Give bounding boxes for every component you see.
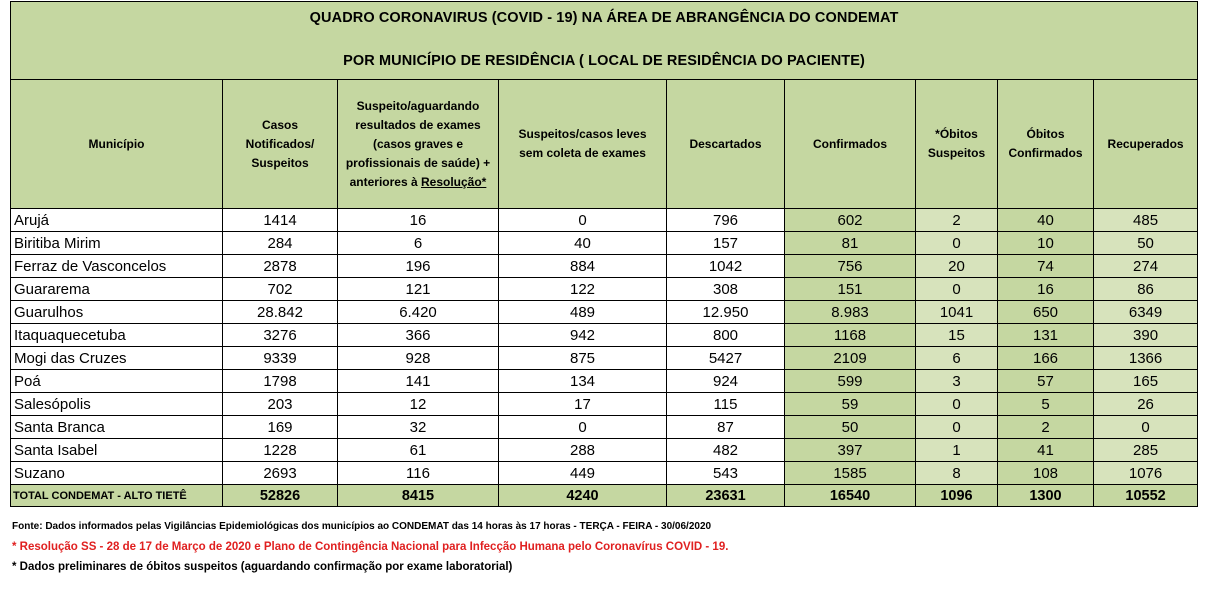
total-label: TOTAL CONDEMAT - ALTO TIETÊ	[11, 485, 223, 507]
value-cell: 50	[785, 416, 916, 439]
header-obitos-suspeitos	[916, 80, 998, 209]
header-suspeito-line: Suspeito/aguardando	[356, 98, 480, 113]
covid-table	[10, 1, 1198, 507]
value-cell: 6	[338, 232, 499, 255]
table-row	[11, 393, 1198, 416]
value-cell: 390	[1094, 324, 1198, 347]
value-cell: 10	[998, 232, 1094, 255]
value-cell: 928	[338, 347, 499, 370]
value-cell: 1228	[223, 439, 338, 462]
value-cell: 86	[1094, 278, 1198, 301]
value-cell: 169	[223, 416, 338, 439]
table-row	[11, 255, 1198, 278]
value-cell: 599	[785, 370, 916, 393]
total-cell: 1300	[998, 485, 1094, 507]
total-cell: 1096	[916, 485, 998, 507]
footnotes	[12, 517, 728, 577]
covid-table-sheet	[10, 1, 1197, 507]
value-cell: 482	[667, 439, 785, 462]
total-cell: 8415	[338, 485, 499, 507]
value-cell: 1798	[223, 370, 338, 393]
municipio-cell: Santa Isabel	[11, 439, 223, 462]
value-cell: 131	[998, 324, 1094, 347]
value-cell: 203	[223, 393, 338, 416]
value-cell: 196	[338, 255, 499, 278]
value-cell: 17	[499, 393, 667, 416]
municipio-cell: Biritiba Mirim	[11, 232, 223, 255]
header-suspeito-line: (casos graves e	[372, 136, 464, 151]
value-cell: 2693	[223, 462, 338, 485]
value-cell: 0	[916, 278, 998, 301]
value-cell: 3	[916, 370, 998, 393]
value-cell: 28.842	[223, 301, 338, 324]
header-descartados: Descartados	[667, 80, 785, 209]
value-cell: 397	[785, 439, 916, 462]
value-cell: 449	[499, 462, 667, 485]
municipio-cell: Poá	[11, 370, 223, 393]
value-cell: 602	[785, 209, 916, 232]
value-cell: 151	[785, 278, 916, 301]
table-row	[11, 462, 1198, 485]
value-cell: 1585	[785, 462, 916, 485]
municipio-cell: Guararema	[11, 278, 223, 301]
value-cell: 1076	[1094, 462, 1198, 485]
value-cell: 108	[998, 462, 1094, 485]
municipio-cell: Guarulhos	[11, 301, 223, 324]
total-cell: 4240	[499, 485, 667, 507]
header-suspeito-text: anteriores à	[349, 174, 421, 189]
header-leves-line: Suspeitos/casos leves	[518, 127, 647, 141]
table-row	[11, 209, 1198, 232]
value-cell: 0	[916, 416, 998, 439]
value-cell: 366	[338, 324, 499, 347]
value-cell: 20	[916, 255, 998, 278]
value-cell: 285	[1094, 439, 1198, 462]
value-cell: 61	[338, 439, 499, 462]
value-cell: 284	[223, 232, 338, 255]
table-row	[11, 278, 1198, 301]
value-cell: 16	[338, 209, 499, 232]
value-cell: 12.950	[667, 301, 785, 324]
table-row	[11, 439, 1198, 462]
value-cell: 134	[499, 370, 667, 393]
table-row	[11, 347, 1198, 370]
value-cell: 157	[667, 232, 785, 255]
value-cell: 0	[499, 416, 667, 439]
value-cell: 40	[998, 209, 1094, 232]
table-row	[11, 301, 1198, 324]
value-cell: 115	[667, 393, 785, 416]
value-cell: 6.420	[338, 301, 499, 324]
note-fonte: Fonte: Dados informados pelas Vigilâncias Epidemiológicas dos municípios ao CONDEMAT das 14 horas às 17 horas - TERÇA - FEIRA - 30/06/2020	[12, 521, 712, 532]
title-line-1: QUADRO CORONAVIRUS (COVID - 19) NA ÁREA DE ABRANGÊNCIA DO CONDEMAT	[309, 10, 899, 26]
value-cell: 165	[1094, 370, 1198, 393]
total-cell: 23631	[667, 485, 785, 507]
title-row	[11, 2, 1198, 80]
value-cell: 0	[499, 209, 667, 232]
value-cell: 32	[338, 416, 499, 439]
header-municipio: Município	[11, 80, 223, 209]
value-cell: 87	[667, 416, 785, 439]
value-cell: 485	[1094, 209, 1198, 232]
value-cell: 81	[785, 232, 916, 255]
table-title	[11, 2, 1198, 80]
header-suspeito-line	[338, 173, 498, 192]
table-row	[11, 232, 1198, 255]
value-cell: 0	[1094, 416, 1198, 439]
value-cell: 74	[998, 255, 1094, 278]
value-cell: 16	[998, 278, 1094, 301]
value-cell: 57	[998, 370, 1094, 393]
value-cell: 166	[998, 347, 1094, 370]
header-obitos-confirmados-line: Óbitos	[1026, 127, 1065, 141]
value-cell: 116	[338, 462, 499, 485]
value-cell: 288	[499, 439, 667, 462]
value-cell: 6	[916, 347, 998, 370]
municipio-cell: Suzano	[11, 462, 223, 485]
header-leves-line: sem coleta de exames	[519, 146, 646, 160]
header-obitos-confirmados-line: Confirmados	[1008, 146, 1083, 160]
value-cell: 121	[338, 278, 499, 301]
table-row	[11, 370, 1198, 393]
value-cell: 756	[785, 255, 916, 278]
header-suspeito-line: resultados de exames	[355, 117, 481, 132]
table-body	[11, 209, 1198, 485]
municipio-cell: Arujá	[11, 209, 223, 232]
municipio-cell: Itaquaquecetuba	[11, 324, 223, 347]
value-cell: 489	[499, 301, 667, 324]
value-cell: 141	[338, 370, 499, 393]
value-cell: 6349	[1094, 301, 1198, 324]
municipio-cell: Santa Branca	[11, 416, 223, 439]
value-cell: 8	[916, 462, 998, 485]
title-line-2: POR MUNICÍPIO DE RESIDÊNCIA ( LOCAL DE RESIDÊNCIA DO PACIENTE)	[343, 53, 865, 69]
value-cell: 1366	[1094, 347, 1198, 370]
header-obitos-suspeitos-line: *Óbitos	[935, 127, 978, 141]
value-cell: 9339	[223, 347, 338, 370]
header-casos-line: Suspeitos	[251, 155, 309, 170]
header-suspeito-aguardando	[338, 80, 499, 209]
header-obitos-suspeitos-line: Suspeitos	[927, 146, 986, 160]
header-suspeitos-leves	[499, 80, 667, 209]
header-casos-notificados	[223, 80, 338, 209]
value-cell: 0	[916, 232, 998, 255]
value-cell: 26	[1094, 393, 1198, 416]
value-cell: 796	[667, 209, 785, 232]
note-resolucao: * Resolução SS - 28 de 17 de Março de 2020 e Plano de Contingência Nacional para Infecção Humana pelo Coronavírus COVID - 19.	[12, 541, 729, 553]
value-cell: 875	[499, 347, 667, 370]
value-cell: 3276	[223, 324, 338, 347]
value-cell: 15	[916, 324, 998, 347]
value-cell: 274	[1094, 255, 1198, 278]
value-cell: 650	[998, 301, 1094, 324]
municipio-cell: Mogi das Cruzes	[11, 347, 223, 370]
value-cell: 8.983	[785, 301, 916, 324]
value-cell: 884	[499, 255, 667, 278]
header-casos-line: Notificados/	[245, 136, 315, 151]
value-cell: 1042	[667, 255, 785, 278]
value-cell: 12	[338, 393, 499, 416]
header-casos-line: Casos	[261, 117, 299, 132]
municipio-cell: Ferraz de Vasconcelos	[11, 255, 223, 278]
value-cell: 702	[223, 278, 338, 301]
value-cell: 40	[499, 232, 667, 255]
value-cell: 2	[998, 416, 1094, 439]
value-cell: 308	[667, 278, 785, 301]
value-cell: 1	[916, 439, 998, 462]
value-cell: 50	[1094, 232, 1198, 255]
header-suspeito-line: profissionais de saúde) +	[345, 155, 491, 170]
total-cell: 52826	[223, 485, 338, 507]
table-row	[11, 416, 1198, 439]
value-cell: 5427	[667, 347, 785, 370]
value-cell: 942	[499, 324, 667, 347]
table-row	[11, 324, 1198, 347]
total-cell: 10552	[1094, 485, 1198, 507]
value-cell: 2878	[223, 255, 338, 278]
value-cell: 122	[499, 278, 667, 301]
note-preliminares: * Dados preliminares de óbitos suspeitos (aguardando confirmação por exame laboratorial)	[12, 561, 513, 573]
header-recuperados: Recuperados	[1094, 80, 1198, 209]
value-cell: 1168	[785, 324, 916, 347]
value-cell: 1041	[916, 301, 998, 324]
value-cell: 0	[916, 393, 998, 416]
header-obitos-confirmados	[998, 80, 1094, 209]
value-cell: 2109	[785, 347, 916, 370]
total-cell: 16540	[785, 485, 916, 507]
value-cell: 59	[785, 393, 916, 416]
header-confirmados: Confirmados	[785, 80, 916, 209]
header-row	[11, 80, 1198, 209]
value-cell: 2	[916, 209, 998, 232]
municipio-cell: Salesópolis	[11, 393, 223, 416]
value-cell: 924	[667, 370, 785, 393]
total-row	[11, 485, 1198, 507]
value-cell: 1414	[223, 209, 338, 232]
value-cell: 5	[998, 393, 1094, 416]
value-cell: 41	[998, 439, 1094, 462]
value-cell: 800	[667, 324, 785, 347]
header-resolucao-underlined: Resolução*	[421, 174, 487, 189]
value-cell: 543	[667, 462, 785, 485]
